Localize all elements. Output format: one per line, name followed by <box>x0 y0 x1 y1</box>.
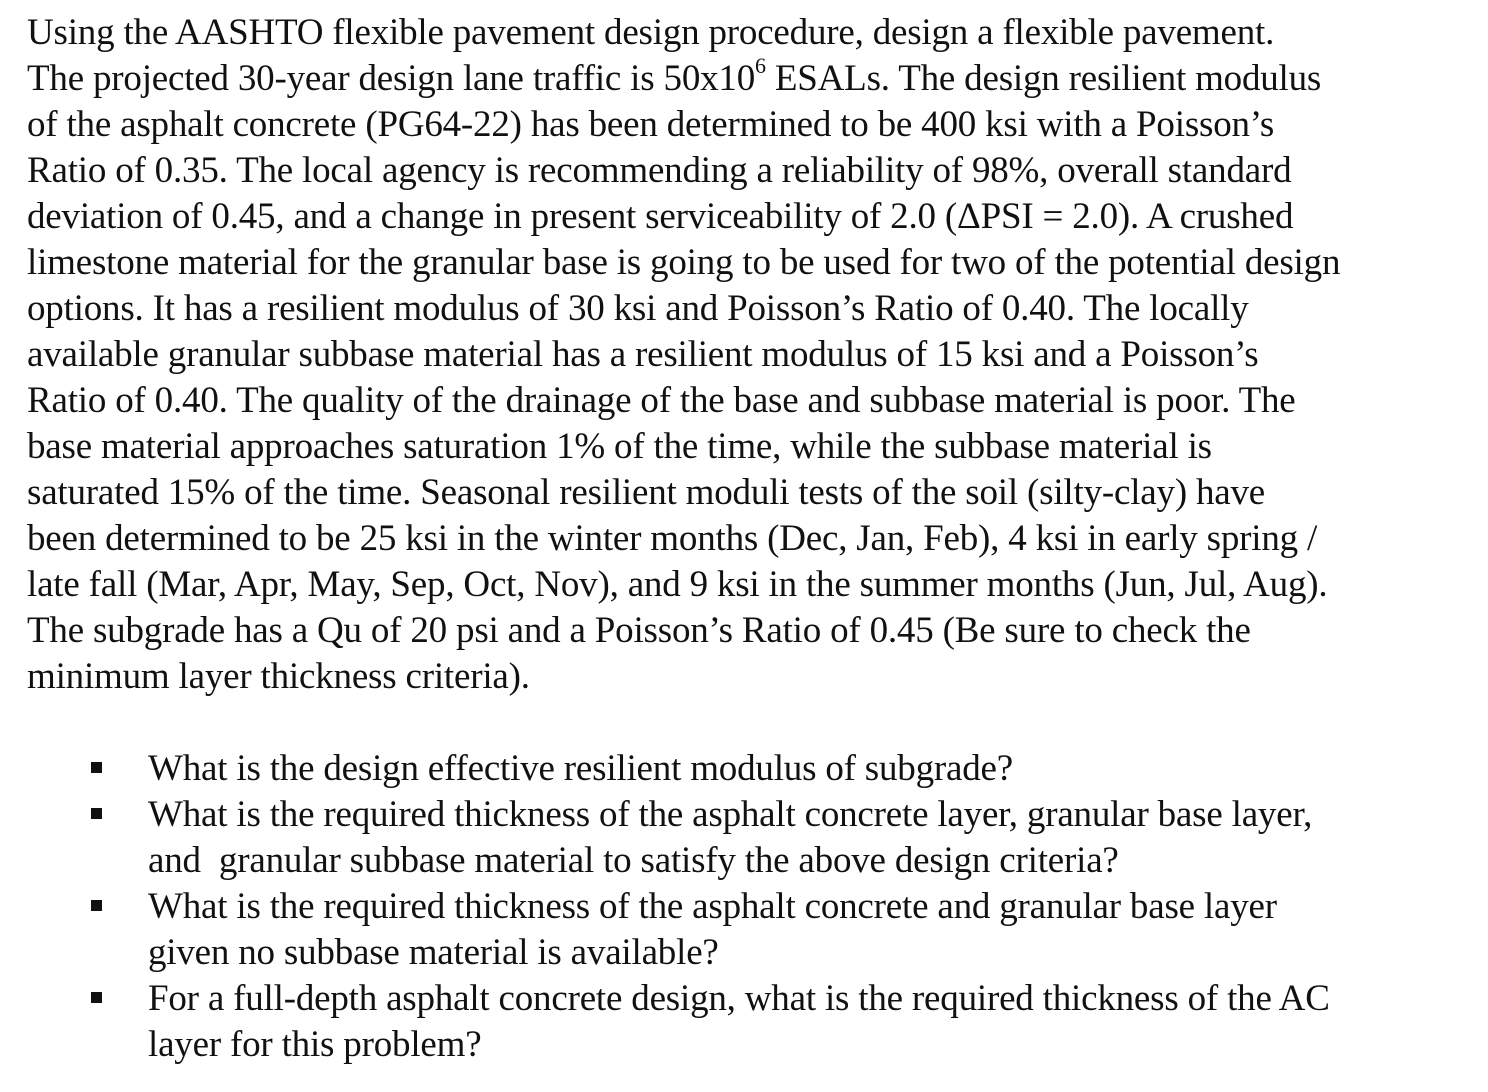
problem-line: of the asphalt concrete (PG64-22) has been determined to be 400 ksi with a Poisson’s <box>27 104 1275 145</box>
problem-line: saturated 15% of the time. Seasonal resilient moduli tests of the soil (silty-clay) have <box>27 472 1266 513</box>
square-bullet-icon <box>91 808 102 819</box>
problem-line: minimum layer thickness criteria). <box>27 656 530 697</box>
problem-line: base material approaches saturation 1% of the time, while the subbase material is <box>27 426 1212 467</box>
question-line: and granular subbase material to satisfy the above design criteria? <box>148 840 1119 881</box>
problem-line-traffic <box>27 52 1477 102</box>
question-item <box>27 884 1477 976</box>
problem-line: The subgrade has a Qu of 20 psi and a Poisson’s Ratio of 0.45 (Be sure to check the <box>27 610 1251 651</box>
square-bullet-icon <box>91 992 102 1003</box>
question-item <box>27 792 1477 884</box>
problem-line: been determined to be 25 ksi in the winter months (Dec, Jan, Feb), 4 ksi in early spring / <box>27 518 1318 559</box>
square-bullet-icon <box>91 900 102 911</box>
question-line: layer for this problem? <box>148 1024 482 1065</box>
problem-statement <box>27 10 1477 700</box>
question-line: What is the required thickness of the asphalt concrete layer, granular base layer, <box>148 794 1313 835</box>
problem-line: deviation of 0.45, and a change in present serviceability of 2.0 (ΔPSI = 2.0). A crushed <box>27 196 1294 237</box>
question-item <box>27 746 1477 792</box>
square-bullet-icon <box>91 762 102 773</box>
problem-line: limestone material for the granular base is going to be used for two of the potential design <box>27 242 1341 283</box>
traffic-text: The projected 30-year design lane traffic is 50x10 <box>27 58 756 99</box>
problem-line: Ratio of 0.40. The quality of the drainage of the base and subbase material is poor. The <box>27 380 1296 421</box>
problem-line: Ratio of 0.35. The local agency is recommending a reliability of 98%, overall standard <box>27 150 1292 191</box>
question-line: What is the design effective resilient modulus of subgrade? <box>148 748 1013 789</box>
traffic-exponent: 6 <box>755 52 766 78</box>
question-line: For a full-depth asphalt concrete design, what is the required thickness of the AC <box>148 978 1330 1019</box>
problem-line: late fall (Mar, Apr, May, Sep, Oct, Nov), and 9 ksi in the summer months (Jun, Jul, Aug). <box>27 564 1328 605</box>
problem-line: available granular subbase material has a resilient modulus of 15 ksi and a Poisson’s <box>27 334 1259 375</box>
traffic-tail: ESALs. The design resilient modulus <box>765 58 1322 99</box>
question-line: What is the required thickness of the asphalt concrete and granular base layer <box>148 886 1277 927</box>
problem-line: options. It has a resilient modulus of 30 ksi and Poisson’s Ratio of 0.40. The locally <box>27 288 1249 329</box>
document-body <box>27 10 1477 1065</box>
question-line: given no subbase material is available? <box>148 932 719 973</box>
question-item <box>27 976 1477 1068</box>
question-list <box>27 746 1477 1068</box>
problem-line: Using the AASHTO flexible pavement design procedure, design a flexible pavement. <box>27 12 1275 53</box>
